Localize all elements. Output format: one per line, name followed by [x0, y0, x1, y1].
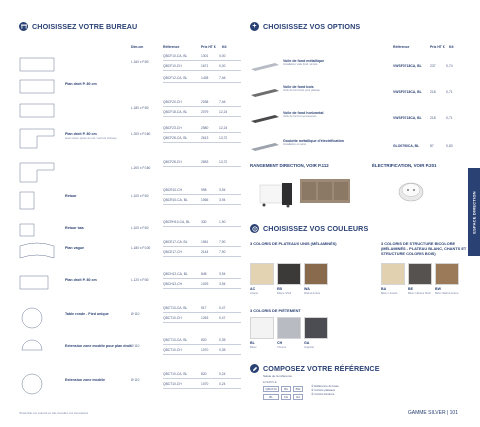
right-title-text: CHOISISSEZ VOS OPTIONS: [263, 22, 361, 31]
row-divider: [163, 278, 241, 279]
product-desc: Plan droit P. 80 cm: [65, 278, 97, 282]
product-price: 330: [201, 220, 207, 224]
row-divider: [163, 116, 241, 117]
product-row: [19, 238, 241, 262]
desk-icon: [19, 22, 28, 31]
left-section-title: [19, 22, 137, 31]
compose-section-title: [250, 364, 380, 373]
swatch-name: Blanc: [250, 346, 257, 349]
swatch-code: GA: [304, 341, 310, 345]
product-desc: Table ronde - Pied unique: [65, 312, 109, 316]
product-ref: QBCH12-CA, BL: [163, 272, 188, 276]
swatch-code: BA: [381, 287, 387, 291]
desk-sketch: [19, 272, 57, 301]
product-kit: 3,94: [219, 198, 226, 202]
compose-cell: BL: [263, 394, 279, 400]
product-dims: L.180 x P.100: [131, 246, 151, 250]
product-ref: QBCF20-CH: [163, 100, 182, 104]
row-divider: [163, 132, 241, 133]
product-ref: QBCF28-CA, BL: [163, 136, 188, 140]
product-price: 1671: [201, 64, 209, 68]
option-row: [250, 108, 460, 130]
product-price: 1961: [201, 240, 209, 244]
option-row: [250, 82, 460, 104]
side-tab[interactable]: [468, 168, 480, 256]
option-price: 218: [430, 90, 436, 94]
product-kit: 7,46: [219, 100, 226, 104]
product-desc: Extension zone modèle pour plan droit: [65, 344, 132, 348]
product-dims: L.100 x P.60: [131, 226, 149, 230]
product-kit: 0,00: [219, 64, 226, 68]
product-dims: Ø 110: [131, 312, 140, 316]
desk-sketch: [19, 306, 57, 335]
palette-icon: [250, 224, 259, 233]
opt-header-price: Prix HT €: [430, 45, 445, 49]
row-divider: [163, 322, 241, 323]
product-price: 1066: [201, 198, 209, 202]
product-desc: Plan vague: [65, 246, 84, 250]
product-kit: 7,90: [219, 250, 226, 254]
option-desc: Voile de fond horizontal Voile de fond et accessoires: [283, 111, 403, 118]
row-divider: [163, 70, 241, 71]
swatch-code: BL: [250, 341, 255, 345]
product-price: 2079: [201, 110, 209, 114]
product-kit: 0,00: [219, 54, 226, 58]
product-ref: QBCH12-CH: [163, 282, 183, 286]
legend-item: ② Coloris plateaux: [311, 388, 336, 392]
product-ref: QBCT10-CH: [163, 382, 182, 386]
product-kit: 0,35: [219, 338, 226, 342]
pencil-icon: [250, 364, 259, 373]
product-row: [19, 158, 241, 182]
product-kit: 13,72: [219, 160, 228, 164]
swatch-code: CH: [277, 341, 283, 345]
row-divider: [163, 288, 241, 289]
color-swatch[interactable]: [304, 317, 328, 339]
product-kit: 0,24: [219, 372, 226, 376]
opt-header-kit: Kit: [449, 45, 454, 49]
row-divider: [163, 106, 241, 107]
product-desc: Extension zone modèle: [65, 378, 105, 382]
product-ref: QBCE17-CA, BL: [163, 240, 188, 244]
product-kit: 0,24: [219, 382, 226, 386]
option-kit: 0,83: [446, 144, 453, 148]
option-desc: Goulotte métallique d'électrification Installation en série: [283, 139, 403, 146]
desk-sketch: [19, 240, 57, 269]
option-photo: [250, 60, 280, 78]
option-photo: [250, 140, 280, 158]
product-price: 1301: [201, 54, 209, 58]
row-divider: [163, 256, 241, 257]
product-price: 820: [201, 372, 207, 376]
product-kit: 3,94: [219, 272, 226, 276]
product-price: 2653: [201, 160, 209, 164]
desk-sketch: [19, 126, 57, 155]
colors-section-title: [250, 224, 368, 233]
swatch-name: Blanc Walnut Ambre: [435, 292, 459, 295]
product-ref: QBCT10-CH: [163, 316, 182, 320]
swatch-name: Acacia: [250, 292, 258, 295]
product-row: [19, 74, 241, 98]
product-price: 2038: [201, 100, 209, 104]
pied-title: 3 COLORIS DE PIÈTEMENT: [250, 308, 301, 313]
row-divider: [163, 354, 241, 355]
row-divider: [163, 344, 241, 345]
product-desc: Retour bas: [65, 226, 84, 230]
product-row: [19, 98, 241, 122]
swatch-code: BW: [435, 287, 441, 291]
row-divider: [163, 194, 241, 195]
desk-sketch: [19, 160, 57, 189]
option-kit: 0,71: [446, 90, 453, 94]
electrification-photo: [395, 174, 427, 206]
option-price: 218: [430, 116, 436, 120]
product-kit: 12,24: [219, 110, 228, 114]
swatch-name: Ébène Shell: [277, 292, 291, 295]
color-swatch[interactable]: [408, 263, 432, 285]
option-photo: [250, 86, 280, 104]
product-ref: QBCR10-CA, BL: [163, 198, 188, 202]
color-swatch[interactable]: [250, 263, 274, 285]
product-row: [19, 304, 241, 328]
row-divider: [163, 82, 241, 83]
option-ref: VWSF0718CA, BL: [393, 90, 422, 94]
legend-item: ③ Coloris bicolore: [311, 392, 335, 396]
swatch-name: Chrome: [277, 346, 287, 349]
product-ref: QBCT10-CA, BL: [163, 306, 188, 310]
option-sub: Installation en série: [283, 143, 307, 146]
compose-cell: CH: [281, 394, 291, 400]
swatch-code: AC: [250, 287, 256, 291]
product-kit: 12,24: [219, 126, 228, 130]
product-ref: QBCF28-CH: [163, 160, 182, 164]
opt-header-ref: Référence: [393, 45, 410, 49]
product-kit: 0,35: [219, 348, 226, 352]
row-divider: [163, 142, 241, 143]
header-kit: Kit: [222, 45, 227, 49]
option-sub: Installation voile fond, simple: [283, 63, 318, 66]
color-swatch[interactable]: [381, 263, 405, 285]
row-divider: [163, 204, 241, 205]
swatch-name: Graphite: [304, 346, 314, 349]
product-ref: QBCF18-CA, BL: [163, 110, 188, 114]
product-ref: QBCR10-CH: [163, 188, 183, 192]
header-ref: Référence: [163, 45, 180, 49]
row-divider: [163, 246, 241, 247]
plus-icon: +: [250, 22, 259, 31]
swatch-code: EB: [277, 287, 282, 291]
product-kit: 7,90: [219, 240, 226, 244]
product-price: 998: [201, 188, 207, 192]
left-title-text: CHOISISSEZ VOTRE BUREAU: [32, 22, 138, 31]
product-ref: QBCRH10-CA, BL: [163, 220, 191, 224]
option-sub: Voile de fond et accessoires: [283, 115, 317, 118]
footnote: *Ensemble non exécuté en LIE consultez nos conceptions: [19, 412, 89, 415]
row-divider: [163, 378, 241, 379]
product-price: 1263: [201, 316, 209, 320]
swatch-code: BE: [408, 287, 413, 291]
option-photo: [250, 112, 280, 130]
product-desc: Plan droit P. 80 cm avec retour (pose au sol / serrure incluse): [65, 132, 117, 140]
option-desc: Voile de fond bois Voile de fond bois pour plateau: [283, 85, 403, 92]
product-kit: 13,72: [219, 136, 228, 140]
row-divider: [163, 60, 241, 61]
rangement-photo: [258, 173, 354, 211]
link-rangement[interactable]: RANGEMENT DIRECTION, VOIR P.112: [250, 163, 329, 168]
color-swatch[interactable]: [435, 263, 459, 285]
product-kit: 1,90: [219, 220, 226, 224]
product-price: 1029: [201, 282, 209, 286]
product-row: [19, 370, 241, 394]
swatch-name: Walnut Ambre: [304, 292, 321, 295]
header-dims: Dim.cm: [131, 45, 144, 49]
legend-item: ① Référence de base: [311, 384, 339, 388]
swatch-code: WA: [304, 287, 310, 291]
option-ref: VWSF0718CA, BL: [393, 64, 422, 68]
option-desc: Voile de fond métallique Installation voile fond, simple: [283, 59, 403, 66]
desk-sketch: [19, 372, 57, 401]
product-desc: Retour: [65, 194, 77, 198]
product-price: 848: [201, 272, 207, 276]
option-price: 237: [430, 64, 436, 68]
compose-cell: GA: [293, 394, 303, 400]
product-price: 1070: [201, 348, 209, 352]
row-divider: [163, 388, 241, 389]
color-swatch[interactable]: [250, 317, 274, 339]
link-electrification[interactable]: ÉLECTRIFICATION, VOIR P.201: [372, 163, 437, 168]
product-ref: QBCF10-CH: [163, 64, 182, 68]
product-row: [19, 124, 241, 148]
color-swatch[interactable]: [277, 317, 301, 339]
row-divider: [163, 312, 241, 313]
product-desc: Plan droit P. 80 cm: [65, 82, 97, 86]
option-price: 87: [430, 144, 434, 148]
product-ref: QBCT10-CA, BL: [163, 372, 188, 376]
plateaux-title: 3 COLORIS DE PLATEAUX UNIS (MÉLAMINÉS): [250, 241, 337, 246]
desk-sketch: [19, 338, 57, 367]
desk-sketch: [19, 188, 57, 217]
product-ref: QBCF10-CA, BL: [163, 54, 188, 58]
color-swatch[interactable]: [304, 263, 328, 285]
product-kit: 0,47: [219, 316, 226, 320]
option-row: [250, 56, 460, 78]
option-kit: 0,74: [446, 64, 453, 68]
option-sub: Voile de fond bois pour plateau: [283, 89, 320, 92]
product-row: [19, 336, 241, 360]
product-price: 2580: [201, 126, 209, 130]
product-sub: avec retour (pose au sol / serrure incluse): [65, 136, 117, 140]
option-kit: 0,71: [446, 116, 453, 120]
product-price: 1070: [201, 382, 209, 386]
product-price: 2144: [201, 250, 209, 254]
product-ref: QBCT10-CH: [163, 348, 182, 352]
product-row: [19, 52, 241, 76]
option-ref: GLO0750CA, BL: [393, 144, 420, 148]
compose-cell: BA: [281, 386, 291, 392]
colors-title-text: CHOISISSEZ VOS COULEURS: [263, 224, 369, 233]
product-price: 1428: [201, 76, 209, 80]
product-dims: L.180 x P.80: [131, 106, 149, 110]
option-ref: VWSF0718CA, BL: [393, 116, 422, 120]
option-row: [250, 136, 460, 158]
product-ref: QBCF23-CH: [163, 126, 182, 130]
product-dims: L.100 x P.60: [131, 194, 149, 198]
row-divider: [163, 166, 241, 167]
page-footer: GAMME SILVER | 101: [407, 410, 458, 416]
compose-cell: QBCF10: [263, 386, 279, 392]
product-kit: 7,46: [219, 76, 226, 80]
compose-title-text: COMPOSEZ VOTRE RÉFÉRENCE: [263, 364, 380, 373]
product-ref: QBCE17-CH: [163, 250, 182, 254]
compose-cell: BW: [293, 386, 303, 392]
product-price: 2613: [201, 136, 209, 140]
right-section-title: [250, 22, 360, 31]
color-swatch[interactable]: [277, 263, 301, 285]
product-row: [19, 186, 241, 210]
product-price: 820: [201, 338, 207, 342]
product-ref: QBCT10-CA, BL: [163, 338, 188, 342]
side-tab-label: ESPACE DIRECTION: [471, 190, 477, 234]
row-divider: [163, 226, 241, 227]
product-dims: L.160 x P.80: [131, 60, 149, 64]
product-price: 917: [201, 306, 207, 310]
product-ref: QBCF12-CA, BL: [163, 76, 188, 80]
product-dims: L.120 x P.80: [131, 278, 149, 282]
product-row: [19, 270, 241, 294]
product-kit: 0,47: [219, 306, 226, 310]
swatch-name: Blanc / Ébène Shell: [408, 292, 431, 295]
header-price: Prix HT €: [201, 45, 216, 49]
product-dims: L.200 x P.160: [131, 132, 151, 136]
product-kit: 3,94: [219, 188, 226, 192]
compose-subtitle: Saisie de la référence: [263, 374, 293, 378]
compose-example: EXEMPLE: [263, 380, 277, 384]
product-dims: Ø 110: [131, 378, 140, 382]
product-kit: 3,94: [219, 282, 226, 286]
structure-title: 3 COLORIS DE STRUCTURE BICOLORE (MÉLAMINÉS - PLATEAU BLANC, CHANTS ET STRUCTURE COLORIS BOIS): [381, 241, 467, 256]
swatch-name: Blanc / Acacia: [381, 292, 398, 295]
product-dims: Ø 110: [131, 344, 140, 348]
product-dims: L.200 x P.160: [131, 166, 151, 170]
